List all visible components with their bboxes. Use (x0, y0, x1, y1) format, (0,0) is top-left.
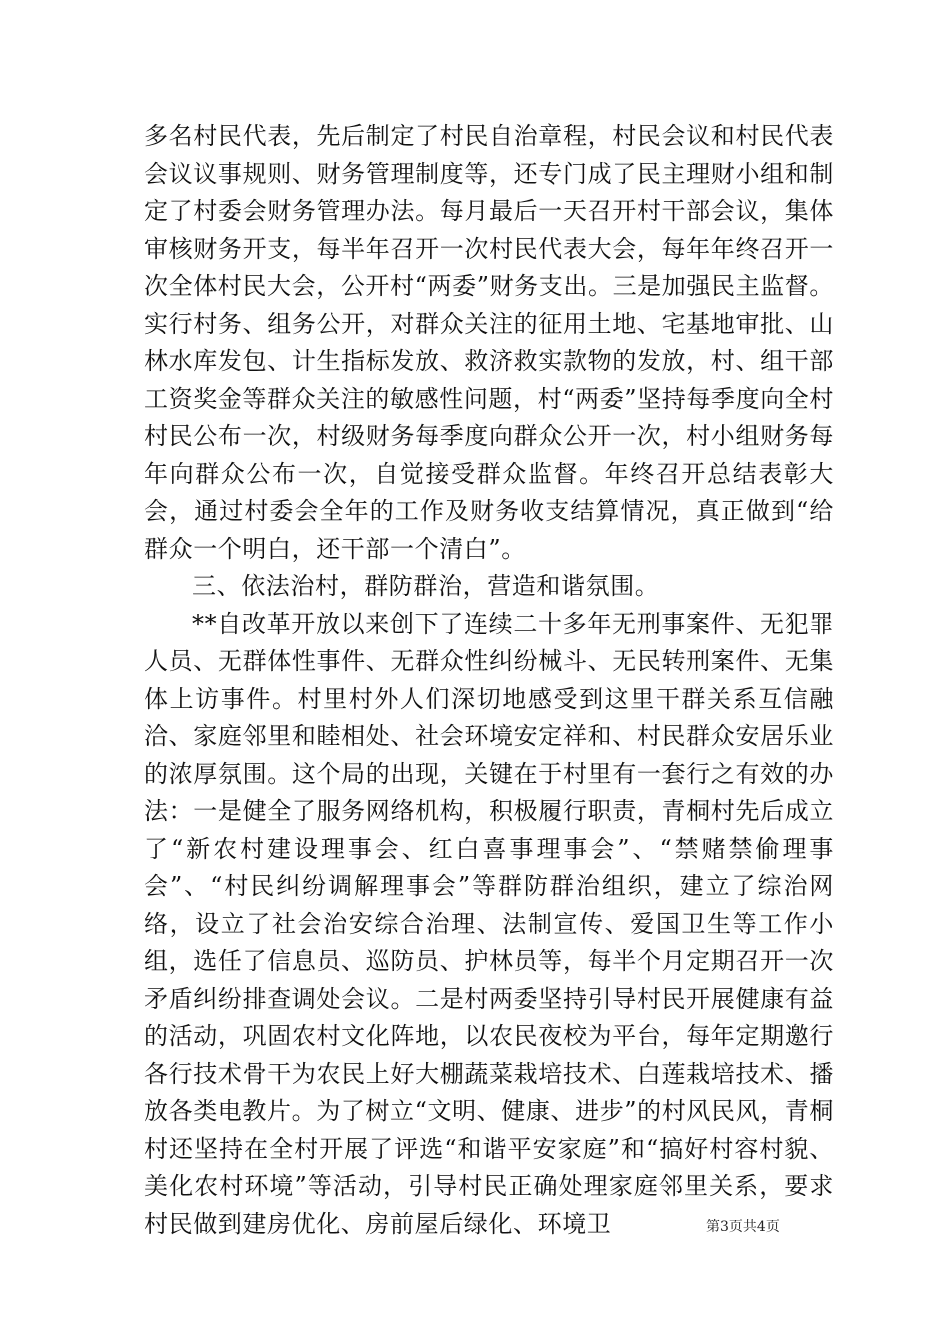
page-number-footer: 第3页共4页 (706, 1219, 780, 1235)
paragraph-rule-of-law: **自改革开放以来创下了连续二十多年无刑事案件、无犯罪人员、无群体性事件、无群众性纠纷械斗、无民转刑案件、无集体上访事件。村里村外人们深切地感受到这里干群关系互信融洽、家庭邻里和睦相处、社会环境安定祥和、村民群众安居乐业的浓厚氛围。这个局的出现，关键在于村里有一套行之有效的办法：一是健全了服务网络机构，积极履行职责，青桐村先后成立了“新农村建设理事会、红白喜事理事会”、“禁赌禁偷理事会”、“村民纠纷调解理事会”等群防群治组织，建立了综治网络，设立了社会治安综合治理、法制宣传、爱国卫生等工作小组，选任了信息员、巡防员、护林员等，每半个月定期召开一次矛盾纠纷排查调处会议。二是村两委坚持引导村民开展健康有益的活动，巩固农村文化阵地，以农民夜校为平台，每年定期邀行各行技术骨干为农民上好大棚蔬菜栽培技术、白莲栽培技术、播放各类电教片。为了树立“文明、健康、进步”的村风民风，青桐村还坚持在全村开展了评选“和谐平安家庭”和“搞好村容村貌、美化农村环境”等活动，引导村民正确处理家庭邻里关系，要求村民做到建房优化、房前屋后绿化、环境卫 (144, 609, 834, 1238)
paragraph-democratic-supervision: 多名村民代表，先后制定了村民自治章程，村民会议和村民代表会议议事规则、财务管理制度等，还专门成了民主理财小组和制定了村委会财务管理办法。每月最后一天召开村干部会议，集体审核财务开支，每半年召开一次村民代表大会，每年年终召开一次全体村民大会，公开村“两委”财务支出。三是加强民主监督。实行村务、组务公开，对群众关注的征用土地、宅基地审批、山林水库发包、计生指标发放、救济救实款物的发放，村、组干部工资奖金等群众关注的敏感性问题，村“两委”坚持每季度向全村村民公布一次，村级财务每季度向群众公开一次，村小组财务每年向群众公布一次，自觉接受群众监督。年终召开总结表彰大会，通过村委会全年的工作及财务收支结算情况，真正做到“给群众一个明白，还干部一个清白”。 (144, 122, 834, 563)
section-heading-rule-of-law: 三、依法治村，群防群治，营造和谐氛围。 (192, 572, 660, 600)
document-body (144, 118, 834, 1243)
